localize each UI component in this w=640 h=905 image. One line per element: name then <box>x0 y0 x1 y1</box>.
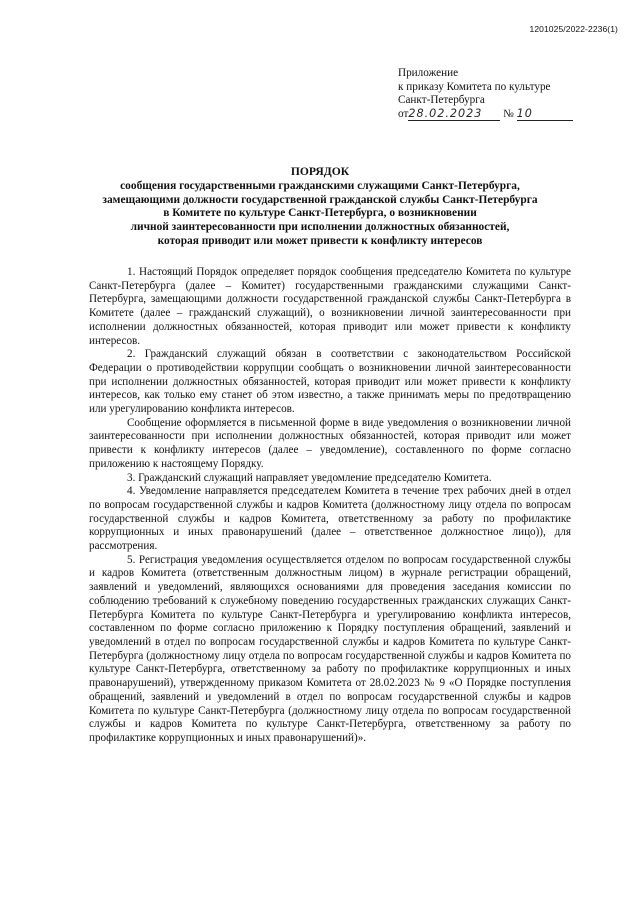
appendix-city: Санкт-Петербурга <box>398 94 485 107</box>
paragraph-3: 3. Гражданский служащий направляет уведомление председателю Комитета. <box>127 471 492 484</box>
number-prefix: № <box>503 107 514 120</box>
appendix-label: Приложение <box>398 67 459 79</box>
paragraph-2: 2. Гражданский служащий обязан в соответствии с законодательством Российской Федерации о противодействии коррупции сообщать о возникновении личной заинтересованности при исполнении должностных обязанностей, которая приводит или может привести к конфликту интересов, как только ему станет об этом известно, а также принимать меры по предотвращению или урегулированию конфликта интересов. <box>89 348 571 416</box>
title-line: в Комитете по культуре Санкт-Петербурга, о возникновении <box>163 207 477 220</box>
document-body <box>89 266 571 746</box>
appendix-date-line <box>398 108 598 122</box>
handwritten-number: 10 <box>516 106 533 120</box>
appendix-block <box>398 67 598 121</box>
document-title <box>80 165 560 249</box>
date-prefix: от <box>398 107 409 120</box>
paragraph-4: 4. Уведомление направляется председателем Комитета в течение трех рабочих дней в отдел по вопросам государственной службы и кадров Комитета (должностному лицу отдела по вопросам государственной службы и кадров Комитета, ответственному за работу по профилактике коррупционных и иных правонарушений (далее – ответственное должностное лицо)), для рассмотрения. <box>89 485 571 553</box>
title-line: личной заинтересованности при исполнении должностных обязанностей, <box>130 221 510 234</box>
title-line: которая приводит или может привести к конфликту интересов <box>157 234 483 247</box>
appendix-order-ref: к приказу Комитета по культуре <box>398 80 551 93</box>
title-line: сообщения государственными гражданскими служащими Санкт-Петербурга, <box>120 179 520 192</box>
handwritten-date: 28.02.2023 <box>408 106 483 120</box>
title-line: замещающими должности государственной гражданской службы Санкт-Петербурга <box>102 193 538 206</box>
title-main: ПОРЯДОК <box>290 165 350 178</box>
paragraph-1: 1. Настоящий Порядок определяет порядок сообщения председателю Комитета по культуре Санкт-Петербурга (далее – Комитет) государственными гражданскими служащими Санкт-Петербурга, замещающими должности государственной гражданской службы Санкт-Петербурга в Комитете (далее – гражданский служащий), о возникновении личной заинтересованности при исполнении должностных обязанностей, которая приводит или может привести к конфликту интересов. <box>89 266 571 347</box>
document-id: 1201025/2022-2236(1) <box>529 24 618 34</box>
paragraph-5: 5. Регистрация уведомления осуществляется отделом по вопросам государственной службы и кадров Комитета (ответственным должностным лицом) в журнале регистрации обращений, заявлений и уведомлений, являющихся основаниями для проведения заседания комиссии по соблюдению требований к служебному поведению государственных гражданских служащих Санкт-Петербурга Комитета по культуре Санкт-Петербурга и урегулированию конфликта интересов, составленном по форме согласно приложению к Порядку поступления обращений, заявлений и уведомлений в отдел по вопросам государственной службы и кадров Комитета по культуре Санкт-Петербурга (должностному лицу отдела по вопросам государственной службы и кадров Комитета по культуре Санкт-Петербурга, ответственному за работу по профилактике коррупционных и иных правонарушений), утвержденному приказом Комитета от 28.02.2023 № 9 «О Порядке поступления обращений, заявлений и уведомлений в отдел по вопросам государственной службы и кадров Комитета по культуре Санкт-Петербурга (должностному лицу отдела по вопросам государственной службы и кадров Комитета по культуре Санкт-Петербурга, ответственному за работу по профилактике коррупционных и иных правонарушений)». <box>89 553 571 744</box>
paragraph-2-continued: Сообщение оформляется в письменной форме в виде уведомления о возникновении личной заинтересованности при исполнении должностных обязанностей, которая приводит или может привести к конфликту интересов (далее – уведомление), составленного по форме согласно приложению к настоящему Порядку. <box>89 416 571 470</box>
